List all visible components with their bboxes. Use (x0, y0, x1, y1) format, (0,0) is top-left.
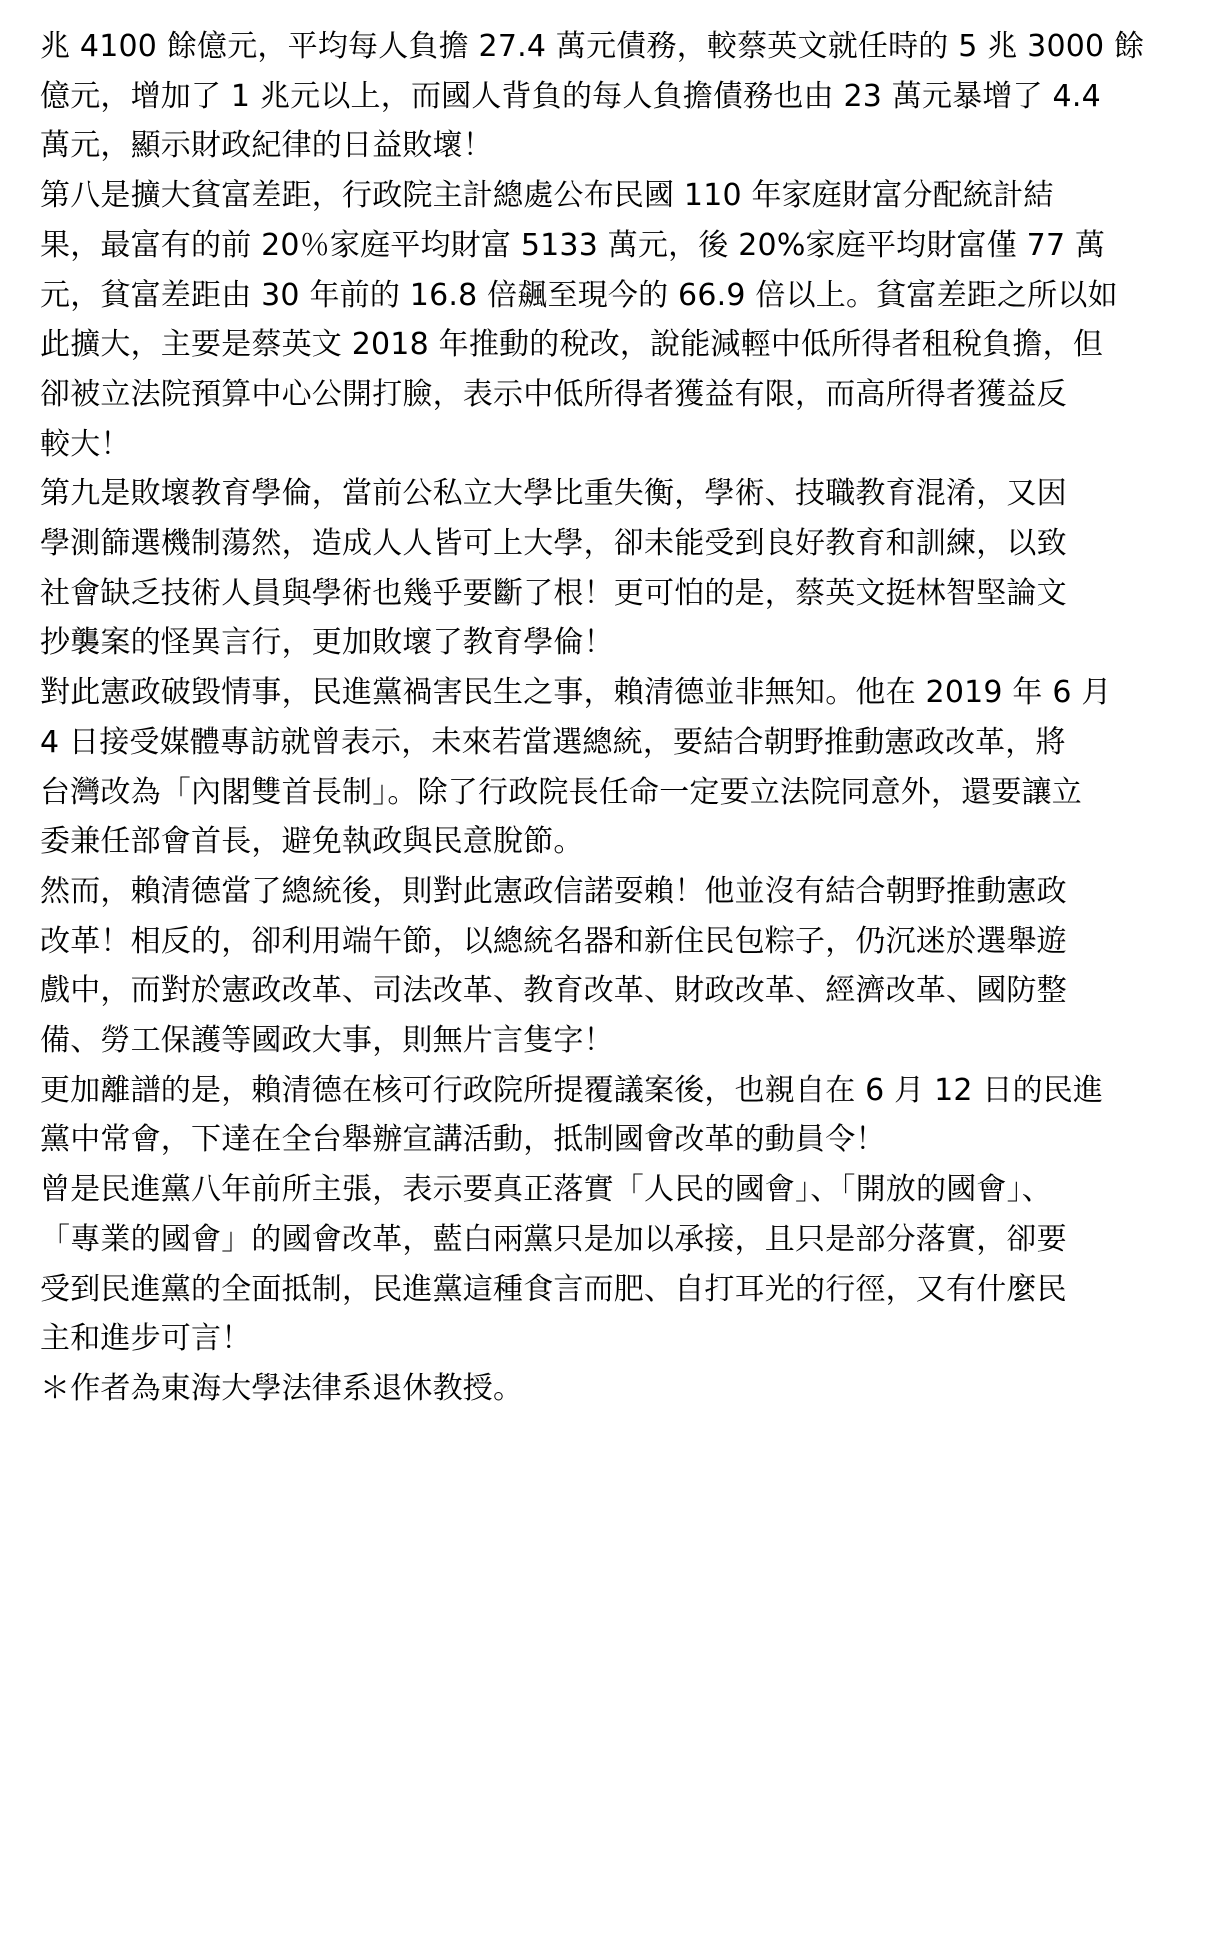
text-line: 卻被立法院預算中心公開打臉，表示中低所得者獲益有限，而高所得者獲益反 (40, 376, 1067, 412)
text-line: 元，貧富差距由 30 年前的 16.8 倍飆至現今的 66.9 倍以上。貧富差距之所以如 (40, 277, 1118, 313)
text-line: 主和進步可言！ (40, 1321, 252, 1357)
text-line: 兆 4100 餘億元，平均每人負擔 27.4 萬元債務，較蔡英文就任時的 5 兆 3000 餘 (40, 29, 1145, 64)
text-line: 此擴大，主要是蔡英文 2018 年推動的稅改，說能減輕中低所得者租稅負擔，但 (40, 327, 1104, 363)
text-line: 4 日接受媒體專訪就曾表示，未來若當選總統，要結合朝野推動憲政改革，將 (40, 724, 1066, 760)
text-line: ＊作者為東海大學法律系退休教授。 (40, 1370, 524, 1406)
paragraph (40, 22, 1190, 171)
article-body (40, 22, 1190, 1414)
text-line: 果，最富有的前 20％家庭平均財富 5133 萬元，後 20%家庭平均財富僅 77 萬 (40, 227, 1106, 263)
text-line: 對此憲政破毀情事，民進黨禍害民生之事，賴清德並非無知。他在 2019 年 6 月 (40, 675, 1112, 711)
text-line: 學測篩選機制蕩然，造成人人皆可上大學，卻未能受到良好教育和訓練，以致 (40, 526, 1067, 562)
text-line: 抄襲案的怪異言行，更加敗壞了教育學倫！ (40, 625, 614, 661)
paragraph (40, 1364, 1190, 1414)
text-line: 曾是民進黨八年前所主張，表示要真正落實「人民的國會」、「開放的國會」、 (40, 1172, 1052, 1208)
paragraph (40, 1165, 1190, 1364)
text-line: 黨中常會，下達在全台舉辦宣講活動，抵制國會改革的動員令！ (40, 1122, 886, 1158)
text-line: 億元，增加了 1 兆元以上，而國人背負的每人負擔債務也由 23 萬元暴增了 4.4 (40, 78, 1101, 114)
text-line: 萬元，顯示財政紀律的日益敗壞！ (40, 128, 493, 164)
text-line: 台灣改為「內閣雙首長制」。除了行政院長任命一定要立法院同意外，還要讓立 (40, 774, 1082, 810)
text-line: 戲中，而對於憲政改革、司法改革、教育改革、財政改革、經濟改革、國防整 (40, 973, 1067, 1009)
text-line: 第九是敗壞教育學倫，當前公私立大學比重失衡，學術、技職教育混淆，又因 (40, 476, 1067, 512)
paragraph (40, 1066, 1190, 1165)
text-line: 然而，賴清德當了總統後，則對此憲政信諾耍賴！他並沒有結合朝野推動憲政 (40, 873, 1067, 909)
text-line: 改革！相反的，卻利用端午節，以總統名器和新住民包粽子，仍沉迷於選舉遊 (40, 923, 1067, 959)
text-line: 較大！ (40, 426, 131, 462)
text-line: 「專業的國會」的國會改革，藍白兩黨只是加以承接，且只是部分落實，卻要 (40, 1221, 1067, 1257)
paragraph (40, 469, 1190, 668)
paragraph (40, 171, 1190, 469)
text-line: 社會缺乏技術人員與學術也幾乎要斷了根！更可怕的是，蔡英文挺林智堅論文 (40, 575, 1067, 611)
paragraph (40, 668, 1190, 867)
text-line: 第八是擴大貧富差距，行政院主計總處公布民國 110 年家庭財富分配統計結 (40, 178, 1054, 214)
text-line: 備、勞工保護等國政大事，則無片言隻字！ (40, 1023, 614, 1059)
text-line: 委兼任部會首長，避免執政與民意脫節。 (40, 824, 584, 860)
text-line: 更加離譜的是，賴清德在核可行政院所提覆議案後，也親自在 6 月 12 日的民進 (40, 1072, 1104, 1108)
paragraph (40, 867, 1190, 1066)
text-line: 受到民進黨的全面抵制，民進黨這種食言而肥、自打耳光的行徑，又有什麼民 (40, 1271, 1067, 1307)
